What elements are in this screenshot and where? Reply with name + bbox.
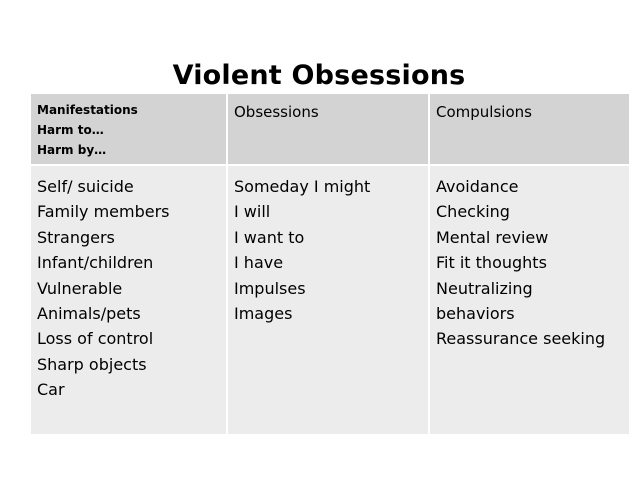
list-item: Fit it thoughts — [436, 253, 547, 273]
list-item: Car — [37, 380, 65, 400]
list-item: Loss of control — [37, 329, 154, 349]
list-item: Self/ suicide — [37, 177, 134, 196]
list-item: Avoidance — [436, 177, 519, 196]
manifestations-list — [31, 166, 226, 403]
header-label-compulsions: Compulsions — [436, 103, 532, 121]
list-item: I will — [234, 202, 271, 222]
list-item: Infant/children — [37, 253, 154, 273]
list-item: I want to — [234, 227, 305, 247]
header-label-harm-to: Harm to… — [37, 123, 104, 137]
slide-title: Violent Obsessions — [172, 60, 466, 91]
list-item: Sharp objects — [37, 354, 147, 374]
compulsions-list — [430, 166, 629, 352]
list-item: Images — [234, 304, 293, 324]
list-item: Someday I might — [234, 177, 371, 196]
obsessions-list — [228, 166, 428, 326]
obsessions-cell — [227, 165, 429, 434]
table-header-row — [31, 94, 629, 165]
header-cell-compulsions — [429, 94, 629, 165]
list-item: behaviors — [436, 304, 515, 324]
manifestations-cell — [31, 165, 227, 434]
list-item: Reassurance seeking — [436, 329, 606, 349]
obsessions-table — [31, 94, 629, 434]
list-item: Animals/pets — [37, 304, 141, 324]
header-cell-manifestations — [31, 94, 227, 165]
list-item: Impulses — [234, 278, 306, 298]
header-label-harm-by: Harm by… — [37, 143, 107, 157]
list-item: Strangers — [37, 227, 115, 247]
compulsions-cell — [429, 165, 629, 434]
table-body-row — [31, 165, 629, 434]
list-item: Vulnerable — [37, 278, 123, 298]
list-item: Mental review — [436, 227, 549, 247]
list-item: Neutralizing — [436, 278, 533, 298]
header-label-obsessions: Obsessions — [234, 103, 319, 121]
list-item: Family members — [37, 202, 170, 222]
list-item: I have — [234, 253, 284, 273]
list-item: Checking — [436, 202, 510, 222]
header-cell-obsessions — [227, 94, 429, 165]
header-label-manifestations: Manifestations — [37, 103, 138, 117]
